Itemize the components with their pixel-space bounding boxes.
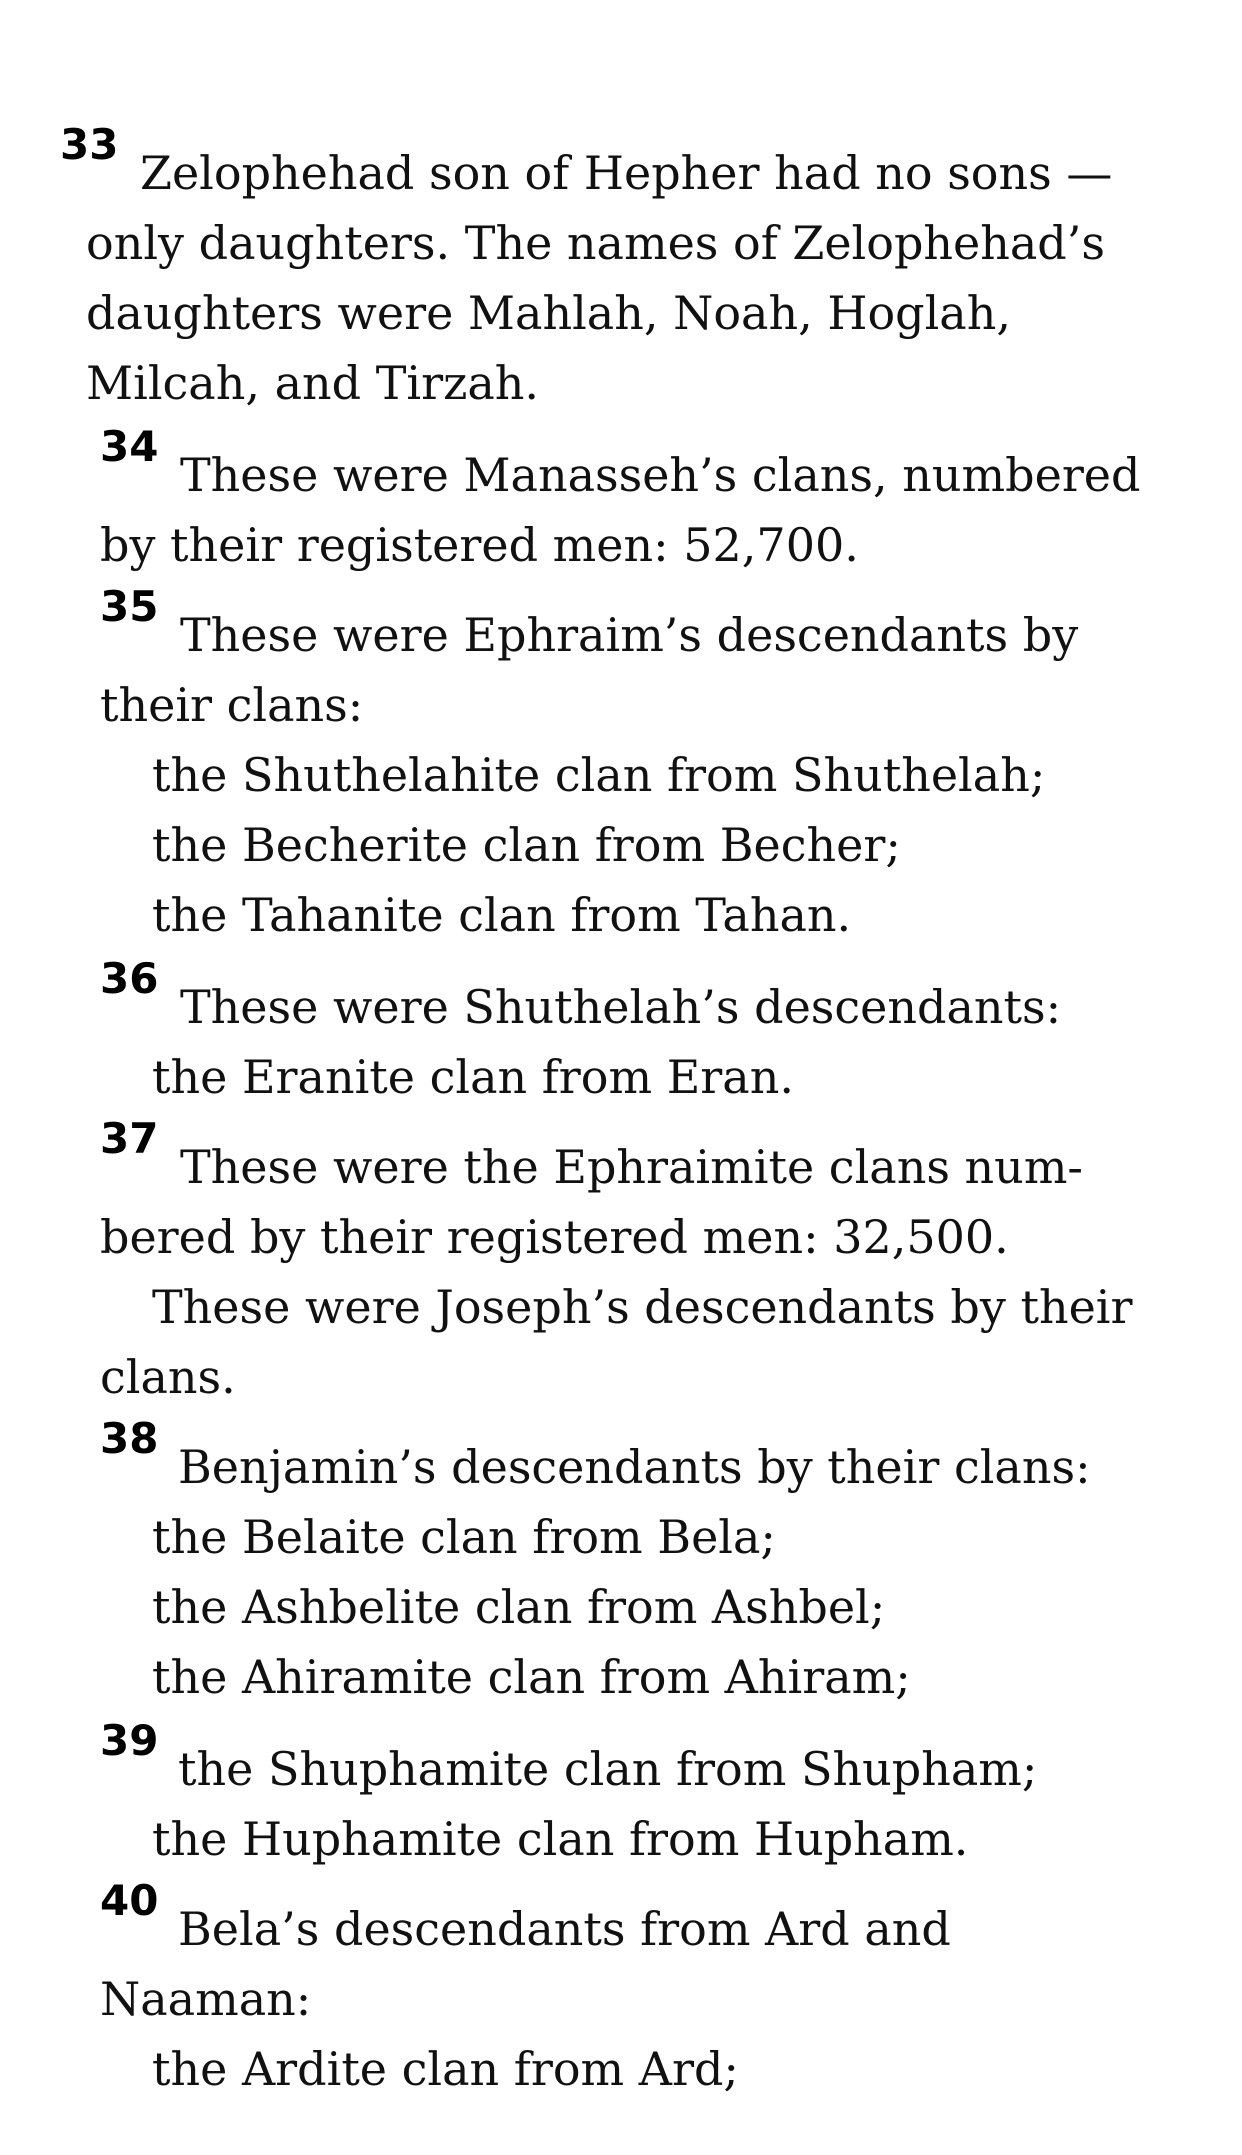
verse-37-line-4: clans. bbox=[100, 1350, 236, 1404]
verse-39-line-1: the Shuphamite clan from Shupham; bbox=[178, 1742, 1038, 1796]
verse-number-37: 37 bbox=[100, 1114, 159, 1163]
verse-number-40: 40 bbox=[100, 1876, 159, 1925]
verse-33-line-1: Zelophehad son of Hepher had no sons — bbox=[140, 146, 1113, 200]
verse-35-line-4: the Becherite clan from Becher; bbox=[152, 818, 901, 872]
verse-33-line-4: Milcah, and Tirzah. bbox=[86, 356, 539, 410]
verse-number-36: 36 bbox=[100, 954, 159, 1003]
verse-35-line-3: the Shuthelahite clan from Shuthelah; bbox=[152, 748, 1046, 802]
verse-35-line-5: the Tahanite clan from Tahan. bbox=[152, 888, 852, 942]
verse-number-39: 39 bbox=[100, 1716, 159, 1765]
verse-38-line-1: Benjamin’s descendants by their clans: bbox=[178, 1440, 1091, 1494]
verse-36-line-1: These were Shuthelah’s descendants: bbox=[180, 980, 1062, 1034]
verse-37-line-1: These were the Ephraimite clans num- bbox=[180, 1140, 1083, 1194]
verse-33-line-3: daughters were Mahlah, Noah, Hoglah, bbox=[86, 286, 1011, 340]
verse-37-line-3: These were Joseph’s descendants by their bbox=[152, 1280, 1133, 1334]
verse-38-line-4: the Ahiramite clan from Ahiram; bbox=[152, 1650, 911, 1704]
verse-34-line-1: These were Manasseh’s clans, numbered bbox=[180, 448, 1141, 502]
verse-35-line-1: These were Ephraim’s descendants by bbox=[180, 608, 1079, 662]
verse-number-33: 33 bbox=[60, 120, 119, 169]
verse-34-line-2: by their registered men: 52,700. bbox=[100, 518, 859, 572]
verse-40-line-2: Naaman: bbox=[100, 1972, 312, 2026]
verse-35-line-2: their clans: bbox=[100, 678, 364, 732]
verse-number-38: 38 bbox=[100, 1414, 159, 1463]
verse-40-line-3: the Ardite clan from Ard; bbox=[152, 2042, 739, 2096]
verse-39-line-2: the Huphamite clan from Hupham. bbox=[152, 1812, 969, 1866]
verse-38-line-2: the Belaite clan from Bela; bbox=[152, 1510, 776, 1564]
verse-38-line-3: the Ashbelite clan from Ashbel; bbox=[152, 1580, 886, 1634]
verse-33-line-2: only daughters. The names of Zelophehad’s bbox=[86, 216, 1105, 270]
verse-40-line-1: Bela’s descendants from Ard and bbox=[178, 1902, 951, 1956]
verse-37-line-2: bered by their registered men: 32,500. bbox=[100, 1210, 1009, 1264]
verse-number-34: 34 bbox=[100, 422, 159, 471]
verse-number-35: 35 bbox=[100, 582, 159, 631]
verse-36-line-2: the Eranite clan from Eran. bbox=[152, 1050, 794, 1104]
